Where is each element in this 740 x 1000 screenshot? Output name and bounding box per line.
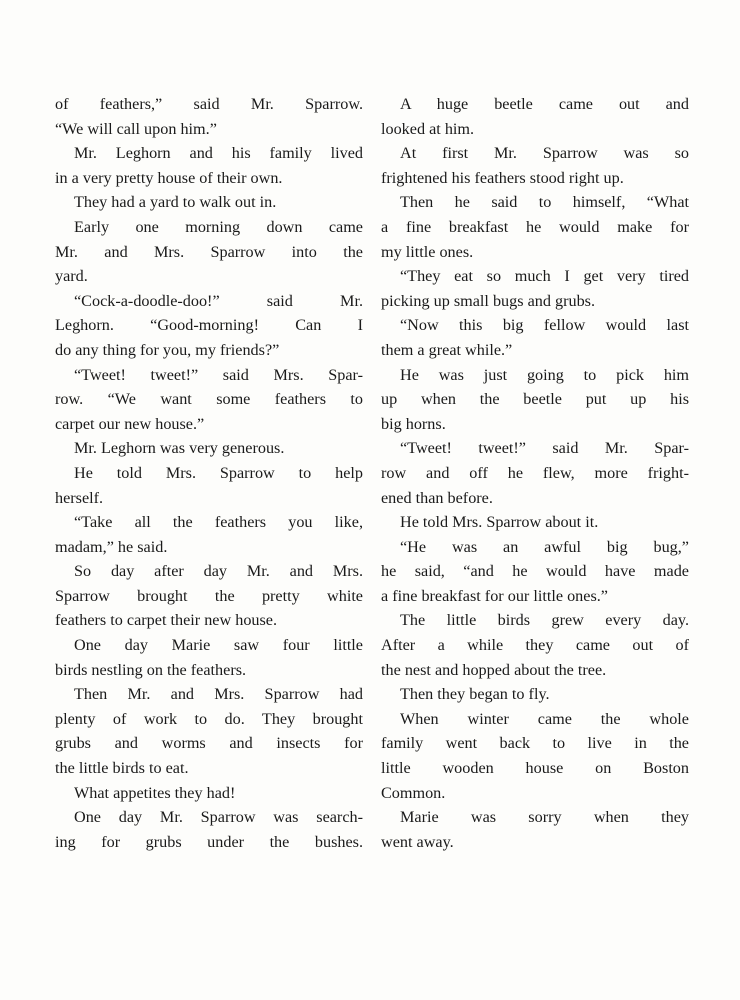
text-line: Mr. Leghorn was very generous.: [74, 439, 285, 458]
text-line: At first Mr. Sparrow was so: [400, 144, 689, 163]
text-line: them a great while.”: [381, 340, 513, 359]
text-line: Common.: [381, 783, 446, 802]
text-line: Early one morning down came: [74, 217, 363, 236]
text-line: went away.: [381, 832, 454, 851]
text-line: up when the beetle put up his: [381, 390, 689, 409]
text-line: of feathers,” said Mr. Sparrow.: [55, 95, 363, 113]
text-line: row. “We want some feathers to: [55, 390, 363, 409]
text-line: feathers to carpet their new house.: [55, 611, 278, 630]
text-line: little wooden house on Boston: [381, 759, 689, 778]
text-line: Sparrow brought the pretty white: [55, 586, 363, 605]
text-line: the nest and hopped about the tree.: [381, 660, 607, 679]
text-line: family went back to live in the: [381, 734, 689, 753]
text-line: “They eat so much I get very tired: [400, 267, 689, 286]
text-line: When winter came the whole: [400, 709, 689, 728]
text-line: So day after day Mr. and Mrs.: [74, 562, 363, 581]
right-text-column: [381, 92, 689, 854]
text-line: looked at him.: [381, 119, 475, 138]
text-line: a fine breakfast he would make for: [381, 217, 689, 236]
text-line: “Now this big fellow would last: [400, 316, 689, 335]
text-line: Then he said to himself, “What: [400, 193, 689, 212]
text-line: Mr. Leghorn and his family lived: [74, 144, 363, 163]
text-line: A huge beetle came out and: [400, 95, 689, 113]
text-line: the little birds to eat.: [55, 759, 189, 778]
text-line: “Cock-a-doodle-doo!” said Mr.: [74, 291, 363, 310]
text-line: He was just going to pick him: [400, 365, 689, 384]
text-line: One day Marie saw four little: [74, 636, 363, 655]
text-line: Marie was sorry when they: [400, 808, 689, 827]
text-line: “Tweet! tweet!” said Mr. Spar-: [400, 439, 689, 458]
text-line: herself.: [55, 488, 104, 507]
text-line: They had a yard to walk out in.: [74, 193, 277, 212]
text-line: Leghorn. “Good-morning! Can I: [55, 316, 363, 335]
text-line: birds nestling on the feathers.: [55, 660, 247, 679]
text-line: “He was an awful big bug,”: [400, 537, 689, 556]
text-line: frightened his feathers stood right up.: [381, 168, 624, 187]
text-line: After a while they came out of: [381, 636, 689, 655]
text-line: One day Mr. Sparrow was search-: [74, 808, 363, 827]
text-line: do any thing for you, my friends?”: [55, 340, 280, 359]
text-line: plenty of work to do. They brought: [55, 709, 363, 728]
text-line: big horns.: [381, 414, 446, 433]
text-line: grubs and worms and insects for: [55, 734, 363, 753]
text-line: Then they began to fly.: [400, 685, 550, 704]
text-line: What appetites they had!: [74, 783, 236, 802]
text-line: “We will call upon him.”: [55, 119, 217, 138]
text-line: row and off he flew, more fright-: [381, 463, 689, 482]
text-line: He told Mrs. Sparrow to help: [74, 463, 363, 482]
text-line: in a very pretty house of their own.: [55, 168, 283, 187]
text-line: carpet our new house.”: [55, 414, 205, 433]
text-line: picking up small bugs and grubs.: [381, 291, 596, 310]
text-line: “Take all the feathers you like,: [74, 513, 363, 532]
text-line: a fine breakfast for our little ones.”: [381, 586, 608, 605]
left-text-column: [55, 92, 363, 854]
text-line: The little birds grew every day.: [400, 611, 689, 630]
text-line: He told Mrs. Sparrow about it.: [400, 513, 599, 532]
text-line: Mr. and Mrs. Sparrow into the: [55, 242, 363, 261]
text-line: Then Mr. and Mrs. Sparrow had: [74, 685, 363, 704]
text-line: “Tweet! tweet!” said Mrs. Spar-: [74, 365, 363, 384]
text-line: ing for grubs under the bushes.: [55, 832, 363, 851]
text-line: he said, “and he would have made: [381, 562, 689, 581]
text-line: ened than before.: [381, 488, 493, 507]
text-line: yard.: [55, 267, 88, 286]
text-line: my little ones.: [381, 242, 474, 261]
text-line: madam,” he said.: [55, 537, 168, 556]
